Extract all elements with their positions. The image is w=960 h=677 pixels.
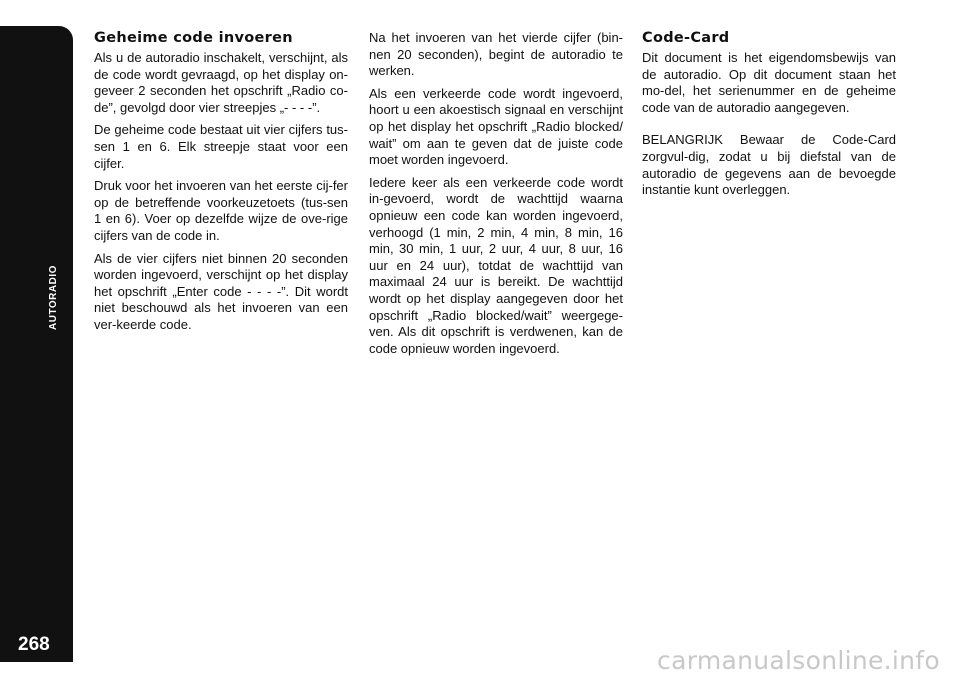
paragraph: Druk voor het invoeren van het eerste cij-fer op de betreffende voorkeuzetoets (tus-sen 1 en 6). Voer op dezelfde wijze de ove-rige cijfers van de code in.	[94, 178, 348, 243]
paragraph: Iedere keer als een verkeerde code wordt in-gevoerd, wordt de wachttijd waarna opnieuw een code kan worden ingevoerd, verhoogd (1 min, 2 min, 4 min, 8 min, 16 min, 30 min, 1 uur, 2 uur, 4 uur, 8 uur, 16 uur en 24 uur), totdat de wachttijd van maximaal 24 uur is bereikt. De wachttijd wordt op het display aangegeven door het opschrift „Radio blocked/wait” weergege-ven. Als dit opschrift is verdwenen, kan de code opnieuw worden ingevoerd.	[369, 174, 623, 356]
section-heading-code-entry: Geheime code invoeren	[94, 30, 293, 46]
section-label: AUTORADIO	[48, 265, 59, 330]
paragraph: Als de vier cijfers niet binnen 20 seconden worden ingevoerd, verschijnt op het display het opschrift „Enter code - - - -”. Dit wordt niet beschouwd als het invoeren van een ver-keerde code.	[94, 250, 348, 332]
watermark: carmanualsonline.info	[657, 646, 940, 675]
page-number: 268	[18, 634, 50, 655]
side-tab	[0, 26, 73, 662]
paragraph: Dit document is het eigendomsbewijs van de autoradio. Op dit document staan het mo-del, het serienummer en de geheime code van de autoradio aangegeven.	[642, 50, 896, 115]
paragraph: Als u de autoradio inschakelt, verschijnt, als de code wordt gevraagd, op het display on-geveer 2 seconden het opschrift „Radio co-de”, gevolgd door vier streepjes „- - - -”.	[94, 50, 348, 115]
column-left	[94, 30, 348, 340]
column-middle	[369, 30, 623, 363]
section-heading-code-card: Code-Card	[642, 30, 730, 46]
paragraph: De geheime code bestaat uit vier cijfers tus-sen 1 en 6. Elk streepje staat voor een cijfer.	[94, 122, 348, 171]
paragraph-important: BELANGRIJK Bewaar de Code-Card zorgvul-dig, zodat u bij diefstal van de autoradio de gegevens aan de bevoegde instantie kunt overleggen.	[642, 132, 896, 198]
column-right	[642, 30, 896, 205]
paragraph: Na het invoeren van het vierde cijfer (bin-nen 20 seconden), begint de autoradio te werken.	[369, 30, 623, 79]
paragraph: Als een verkeerde code wordt ingevoerd, hoort u een akoestisch signaal en verschijnt op het display het opschrift „Radio blocked/ wait” om aan te geven dat de juiste code moet worden ingevoerd.	[369, 85, 623, 168]
